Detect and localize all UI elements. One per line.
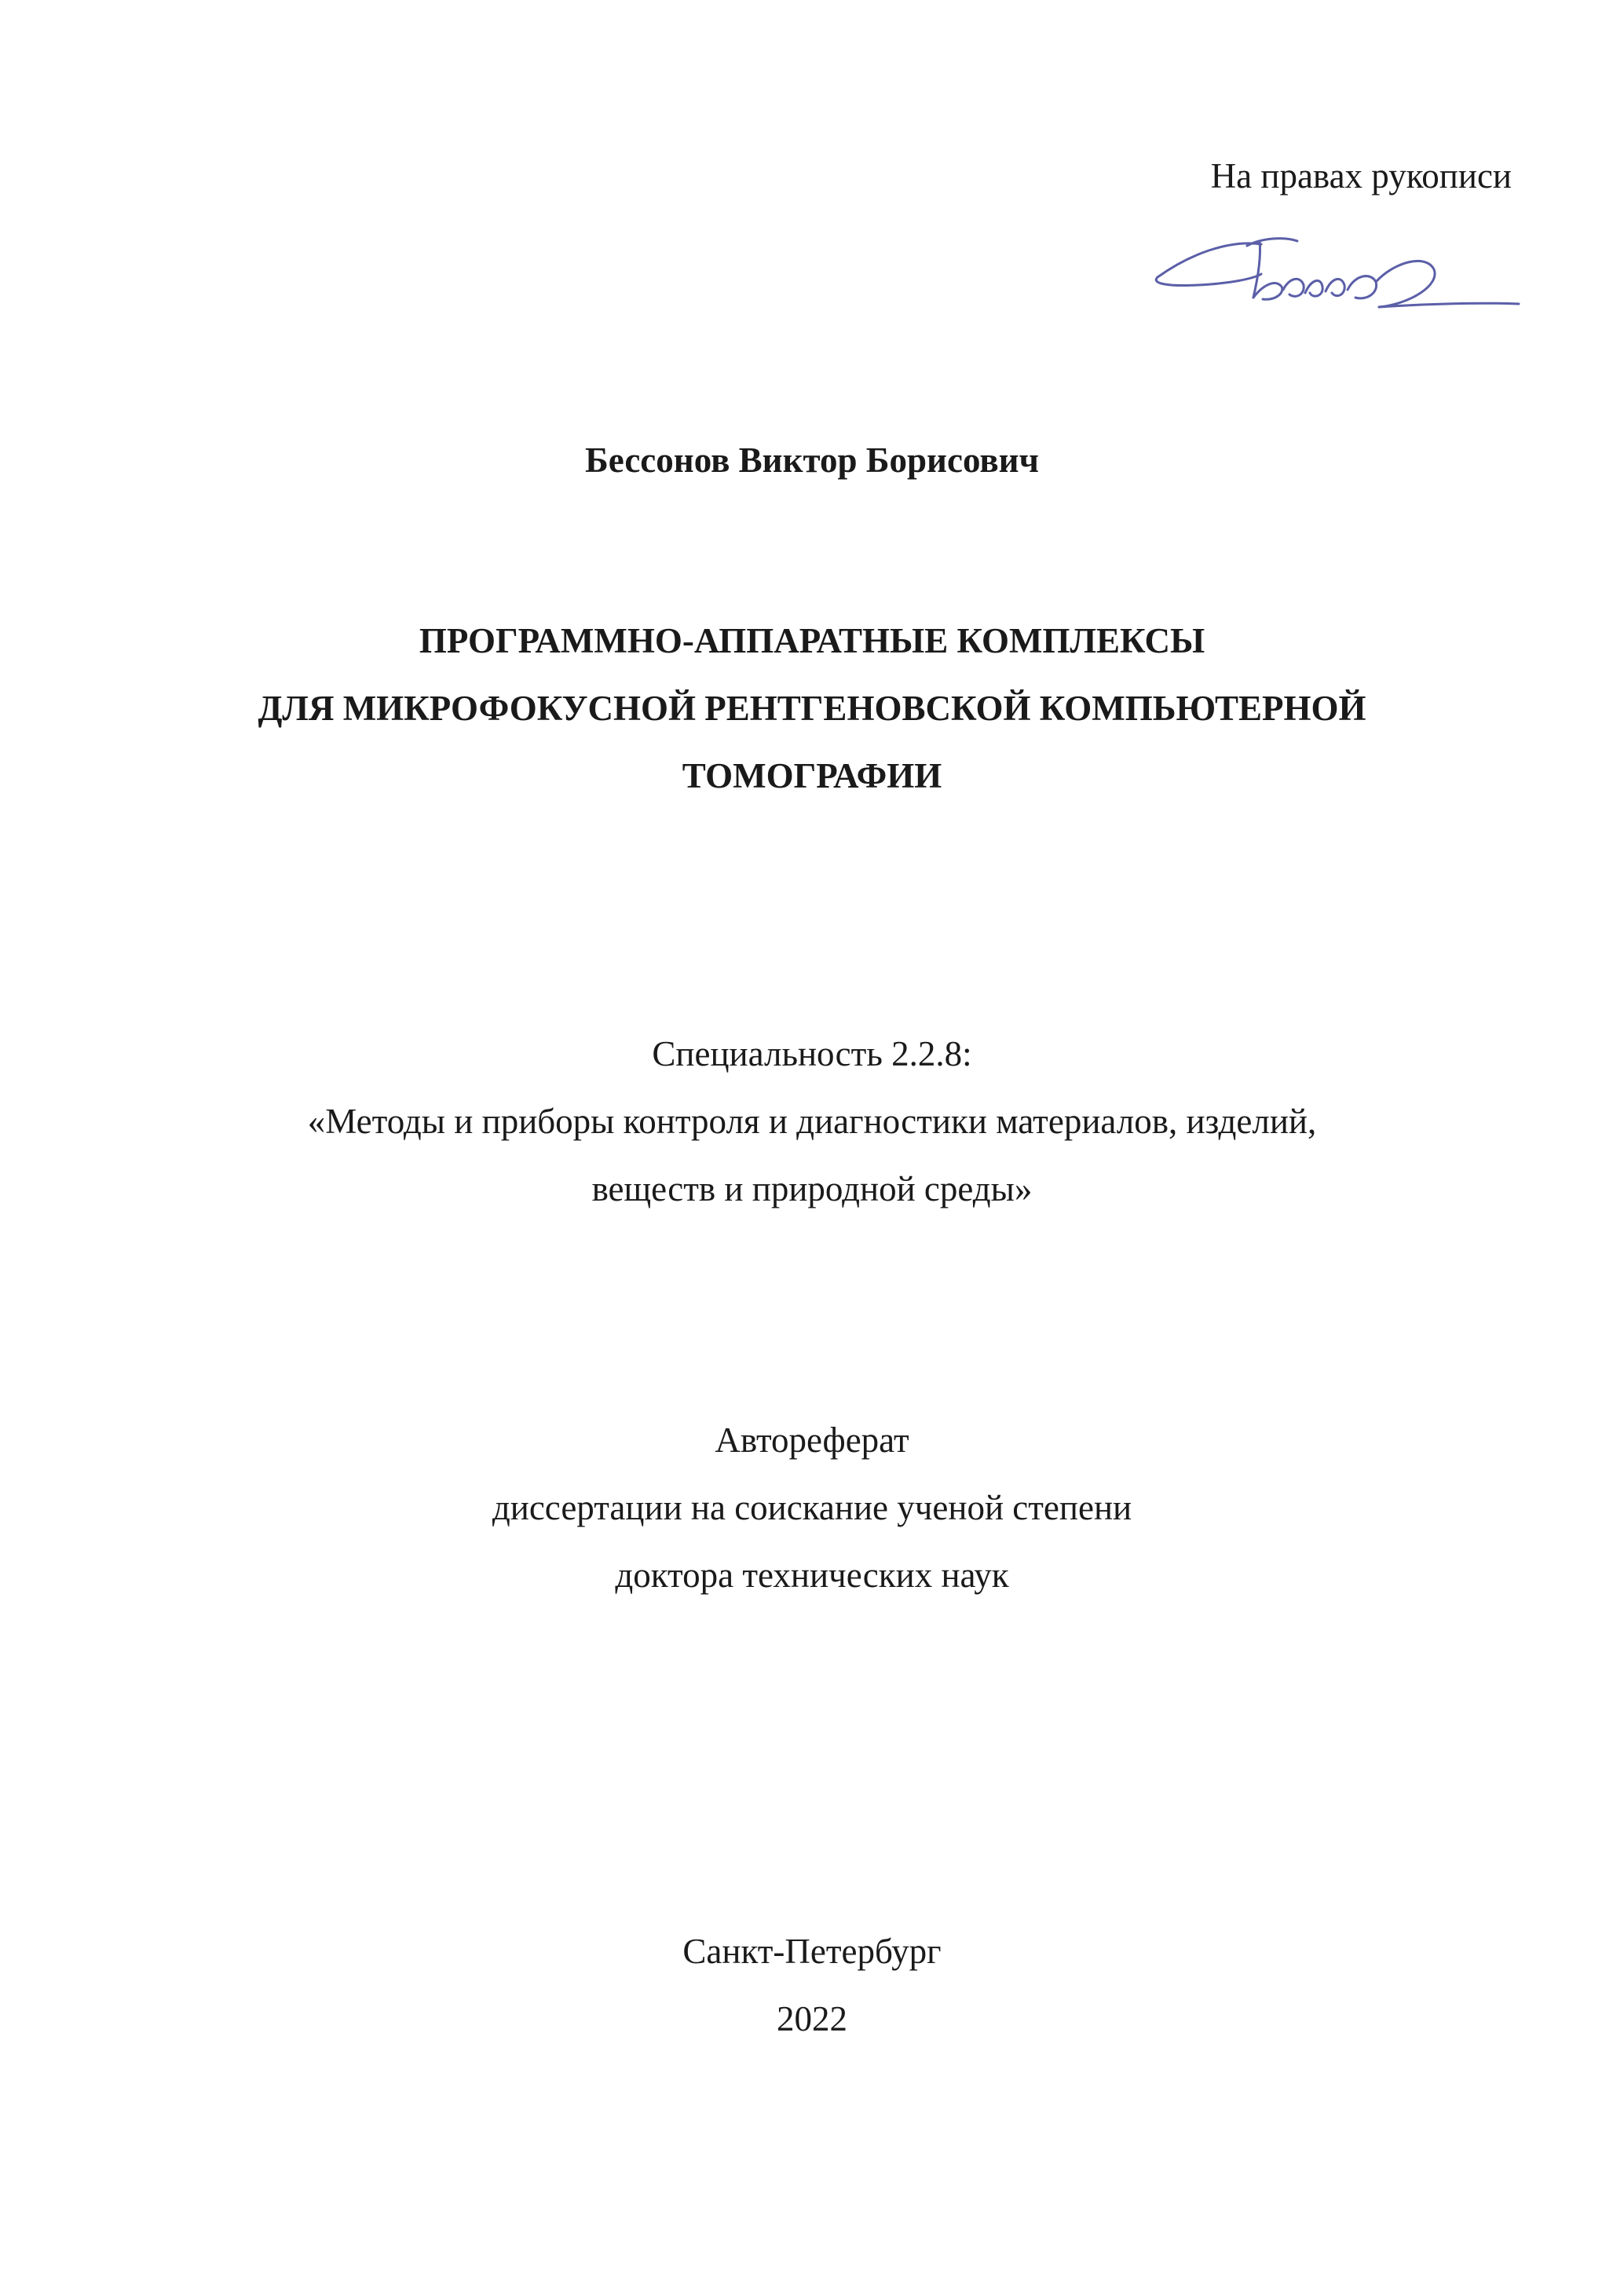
work-type-line-2: диссертации на соискание ученой степени <box>492 1488 1132 1527</box>
specialty-line-2: «Методы и приборы контроля и диагностики материалов, изделий, <box>307 1102 1317 1141</box>
title-line-1: ПРОГРАММНО-АППАРАТНЫЕ КОМПЛЕКСЫ <box>419 621 1205 660</box>
signature-icon <box>1143 222 1520 316</box>
work-type-line-3: доктора технических наук <box>615 1556 1009 1595</box>
specialty-line-3: веществ и природной среды» <box>591 1169 1033 1208</box>
title-line-2: ДЛЯ МИКРОФОКУСНОЙ РЕНТГЕНОВСКОЙ КОМПЬЮТЕРНОЙ <box>258 689 1366 728</box>
specialty-line-1: Специальность 2.2.8: <box>652 1034 972 1073</box>
title-line-3: ТОМОГРАФИИ <box>682 756 942 795</box>
manuscript-note: На правах рукописи <box>1210 156 1512 196</box>
work-type-line-1: Автореферат <box>715 1420 909 1460</box>
author-signature <box>1143 222 1520 316</box>
footer-year: 2022 <box>777 1999 847 2038</box>
author-name: Бессонов Виктор Борисович <box>585 441 1039 480</box>
footer-city: Санкт-Петербург <box>682 1932 942 1971</box>
